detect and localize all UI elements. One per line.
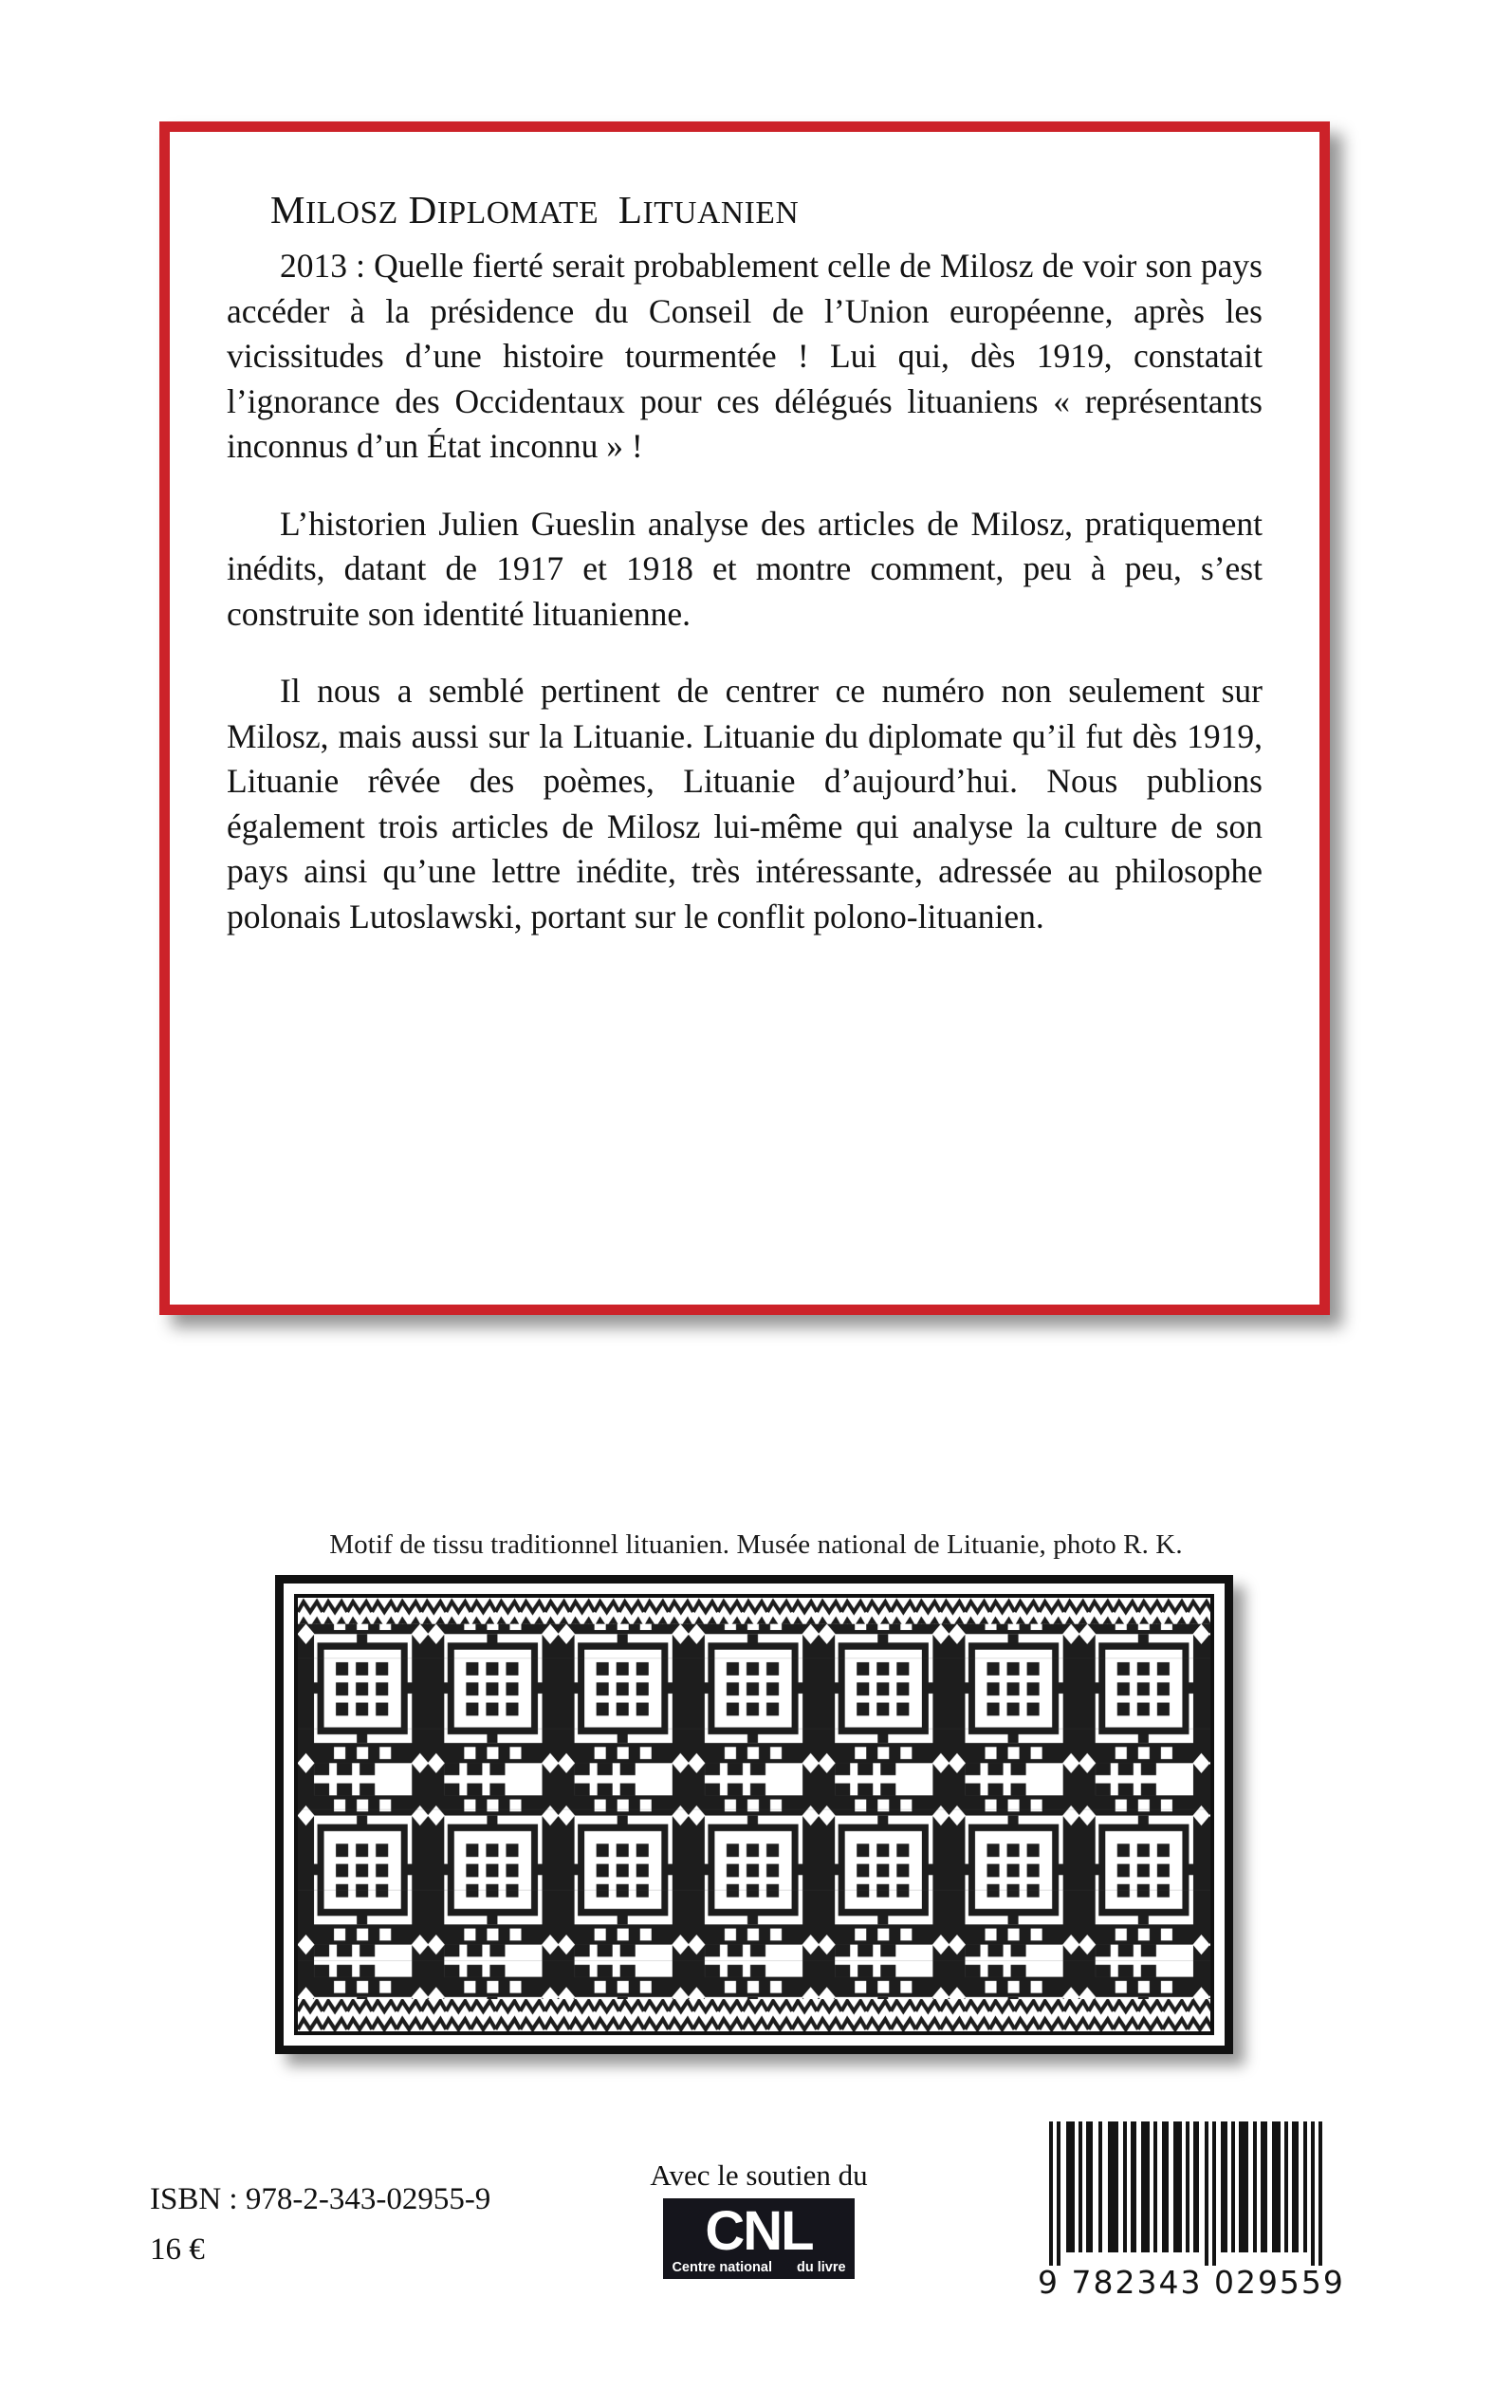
title-word3-initial: L	[618, 188, 643, 232]
blurb-paragraph-1: 2013 : Quelle fierté serait probablement celle de Milosz de voir son pays accéder à la présidence du Conseil de l’Union européenne, après les vicissitudes d’une histoire tourmentée ! Lui qui, dès 1919, constatait l’ignorance des Occidentaux pour ces délégués lituaniens « représentants inconnus d’un État inconnu » !	[227, 247, 1263, 465]
barcode-block	[1036, 2121, 1345, 2301]
title-word2-initial: D	[408, 188, 437, 232]
isbn-block	[150, 2175, 490, 2275]
blurb-paragraph-2: L’historien Julien Gueslin analyse des articles de Milosz, pratiquement inédits, datant de 1917 et 1918 et montre comment, peu à peu, s’est construite son identité lituanienne.	[227, 504, 1263, 633]
blurb-inner	[170, 132, 1319, 1305]
cnl-subtitle-right: du livre	[796, 2260, 846, 2275]
lithuanian-textile-pattern-image	[298, 1598, 1210, 2031]
textile-photo-mat	[284, 1584, 1225, 2046]
page-title	[270, 187, 1263, 232]
support-block	[588, 2158, 930, 2279]
cnl-subtitle-left: Centre national	[672, 2260, 772, 2275]
ean13-barcode-icon	[1036, 2121, 1332, 2266]
title-word2-rest: IPLOMATE	[436, 195, 599, 231]
textile-photo-frame	[275, 1575, 1233, 2054]
title-word1-initial: M	[270, 188, 305, 232]
cnl-logo	[663, 2198, 854, 2279]
support-label: Avec le soutien du	[650, 2158, 868, 2192]
blurb-paragraph-3: Il nous a semblé pertinent de centrer ce numéro non seulement sur Milosz, mais aussi sur la Lituanie. Lituanie du diplomate qu’il fut dès 1919, Lituanie rêvée des poèmes, Lituanie d’aujourd’hui. Nous publions également trois articles de Milosz lui-même qui analyse la culture de son pays ainsi qu’une lettre inédite, très intéressante, adressée au philosophe polonais Lutoslawski, portant sur le conflit polono-lituanien.	[227, 672, 1263, 935]
blurb-box	[159, 121, 1330, 1315]
title-word3-rest: ITUANIEN	[642, 195, 800, 231]
cnl-logo-subtitle	[672, 2261, 845, 2275]
barcode-number: 9 782343 029559	[1038, 2264, 1345, 2301]
title-word1-rest: ILOSZ	[304, 195, 398, 231]
price-text: 16 €	[150, 2232, 205, 2267]
isbn-text: ISBN : 978-2-343-02955-9	[150, 2182, 491, 2216]
textile-caption: Motif de tissu traditionnel lituanien. Musée national de Lituanie, photo R. K.	[329, 1529, 1183, 1560]
cnl-logo-mark: CNL	[705, 2200, 813, 2262]
textile-photo-plate	[294, 1594, 1214, 2035]
